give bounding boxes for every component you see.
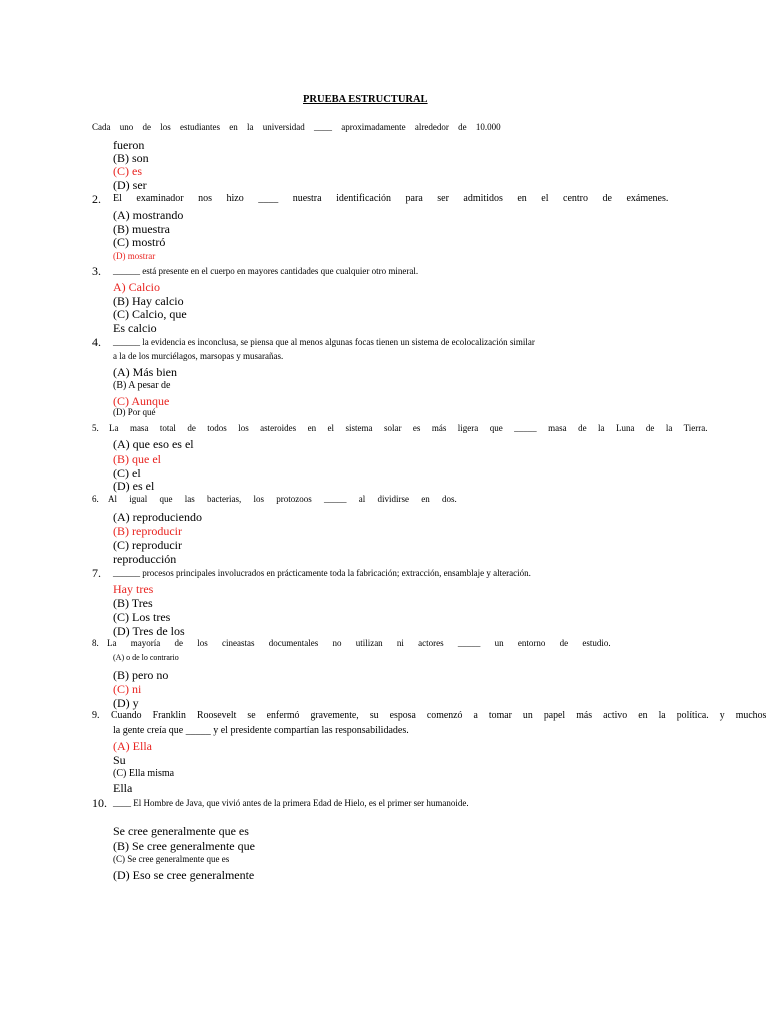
question-10-number: 10. — [92, 796, 107, 810]
question-10-stem: ____ El Hombre de Java, que vivió antes de la primera Edad de Hielo, es el primer ser humanoide. — [113, 798, 469, 808]
question-2-stem: El examinador nos hizo ____ nuestra identificación para ser admitidos en el centro de exámenes. — [113, 193, 669, 204]
q5-option-a: (A) que eso es el — [113, 437, 194, 451]
q2-option-d: (D) mostrar — [113, 251, 156, 261]
question-2-number: 2. — [92, 192, 101, 206]
q6-option-a: (A) reproduciendo — [113, 510, 202, 524]
q7-option-d: (D) Tres de los — [113, 624, 185, 638]
question-5-number: 5. — [92, 423, 99, 433]
question-4-number: 4. — [92, 335, 101, 349]
q3-option-c: (C) Calcio, que — [113, 307, 187, 321]
question-4-stem-line-2: a la de los murciélagos, marsopas y musarañas. — [113, 351, 284, 361]
q6-option-b: (B) reproducir — [113, 524, 182, 538]
q7-option-a: Hay tres — [113, 582, 154, 596]
q2-option-a: (A) mostrando — [113, 208, 184, 222]
q4-option-a: (A) Más bien — [113, 365, 177, 379]
question-8-number: 8. — [92, 638, 99, 648]
q3-option-d: Es calcio — [113, 321, 157, 335]
q4-option-b: (B) A pesar de — [113, 380, 171, 391]
question-8-stem: La mayoría de los cineastas documentales no utilizan ni actores _____ un entorno de estudio. — [107, 638, 611, 648]
q4-option-c: (C) Aunque — [113, 394, 170, 408]
q8-option-d: (D) y — [113, 696, 139, 710]
q7-option-b: (B) Tres — [113, 596, 153, 610]
question-6-stem: Al igual que las bacterias, los protozoos _____ al dividirse en dos. — [108, 494, 457, 504]
q5-option-d: (D) es el — [113, 479, 155, 493]
question-5-stem: La masa total de todos los asteroides en el sistema solar es más ligera que _____ masa de la Luna de la Tierra. — [109, 423, 708, 433]
q8-option-a: (A) o de lo contrario — [113, 653, 179, 662]
question-1-stem — [92, 123, 501, 132]
page-title: PRUEBA ESTRUCTURAL — [303, 94, 428, 105]
q10-option-b: (B) Se cree generalmente que — [113, 839, 255, 853]
q10-option-c: (C) Se cree generalmente que es — [113, 854, 230, 864]
q6-option-d: reproducción — [113, 552, 177, 566]
question-7-number: 7. — [92, 566, 101, 580]
question-9-number: 9. — [92, 710, 100, 721]
q1-option-c: (C) es — [113, 164, 142, 178]
q9-option-c: (C) Ella misma — [113, 768, 175, 779]
q2-option-b: (B) muestra — [113, 222, 170, 236]
q8-option-b: (B) pero no — [113, 668, 169, 682]
q1-option-b: (B) son — [113, 151, 149, 165]
q2-option-c: (C) mostró — [113, 235, 166, 249]
q6-option-c: (C) reproducir — [113, 538, 182, 552]
question-9-stem-line-1: Cuando Franklin Roosevelt se enfermó gravemente, su esposa comenzó a tomar un papel más activo en la política. y muchos — [111, 710, 767, 721]
question-7-stem: ______ procesos principales involucrados en prácticamente toda la fabricación; extracción, ensamblaje y alteración. — [113, 568, 531, 578]
question-3-stem: ______ está presente en el cuerpo en mayores cantidades que cualquier otro mineral. — [113, 266, 419, 276]
q1-option-d: (D) ser — [113, 178, 147, 192]
question-3-number: 3. — [92, 264, 101, 278]
q3-option-b: (B) Hay calcio — [113, 294, 184, 308]
question-4-stem-line-1: ______ la evidencia es inconclusa, se piensa que al menos algunas focas tienen un sistema de ecolocalización similar — [113, 337, 535, 347]
q10-option-d: (D) Eso se cree generalmente — [113, 868, 255, 882]
question-9-stem-line-2: la gente creía que _____ y el presidente compartían las responsabilidades. — [113, 725, 409, 736]
q4-option-d: (D) Por qué — [113, 407, 156, 417]
q5-option-c: (C) el — [113, 466, 141, 480]
q1-option-a: fueron — [113, 138, 145, 152]
q8-option-c: (C) ni — [113, 682, 142, 696]
q5-option-b: (B) que el — [113, 452, 161, 466]
q9-option-d: Ella — [113, 781, 133, 795]
q10-option-a: Se cree generalmente que es — [113, 824, 249, 838]
q9-option-b: Su — [113, 753, 126, 767]
question-6-number: 6. — [92, 494, 99, 504]
q9-option-a: (A) Ella — [113, 739, 152, 753]
q7-option-c: (C) Los tres — [113, 610, 171, 624]
q3-option-a: A) Calcio — [113, 280, 160, 294]
question-1-stem-text: Cada uno de los estudiantes en la universidad ____ aproximadamente alrededor de 10.000 — [92, 122, 501, 132]
